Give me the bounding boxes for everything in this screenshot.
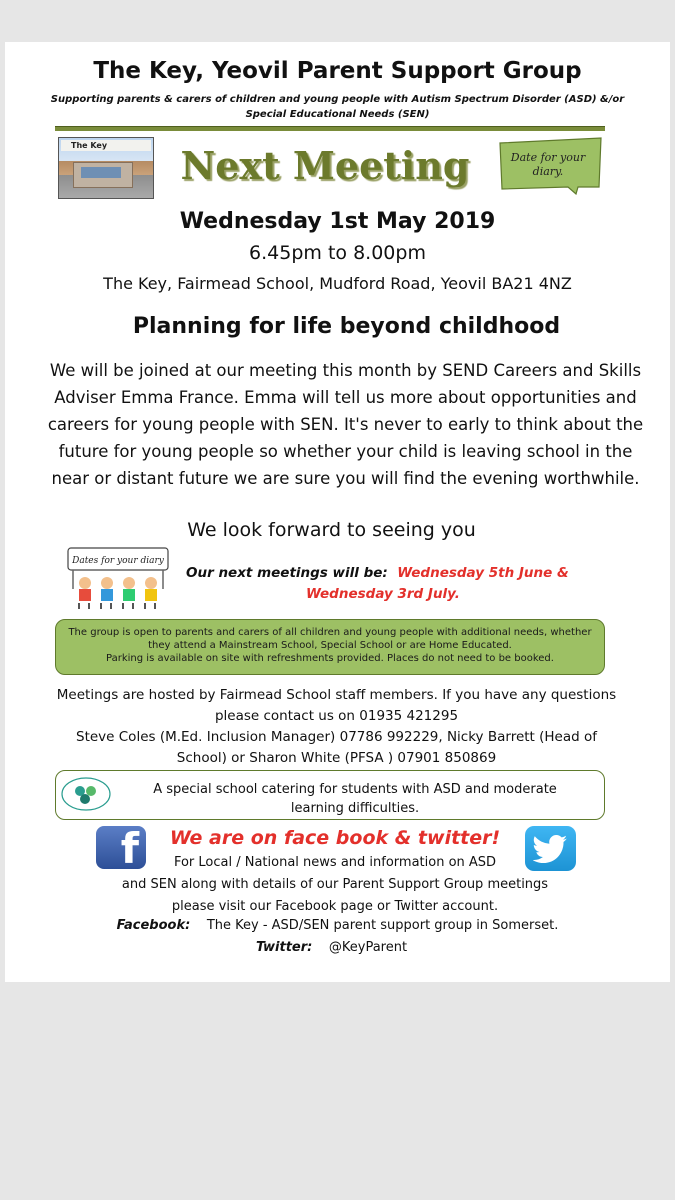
next-meetings-label: Our next meetings will be:: [186, 565, 388, 581]
contact-info: [45, 685, 628, 769]
school-box: [55, 770, 605, 820]
meeting-date: Wednesday 1st May 2019: [179, 209, 496, 234]
twitter-handle[interactable]: @KeyParent: [328, 940, 408, 955]
facebook-line: [5, 918, 670, 933]
social-info: [105, 852, 565, 918]
social-line-3: please visit our Facebook page or Twitter account.: [171, 899, 499, 914]
social-line-1: For Local / National news and information on ASD: [173, 855, 497, 870]
school-line-1: A special school catering for students with ASD and moderate: [153, 782, 557, 797]
contact-line-1: Meetings are hosted by Fairmead School staff members. If you have any questions: [56, 687, 617, 703]
info-line-2: they attend a Mainstream School, Special School or are Home Educated.: [148, 640, 512, 651]
photo-label: The Key: [61, 140, 151, 151]
school-logo: [60, 777, 112, 811]
diary-note-text: Date for your diary.: [510, 151, 586, 178]
closing-line: We look forward to seeing you: [187, 519, 476, 541]
meeting-venue: The Key, Fairmead School, Mudford Road, Yeovil BA21 4NZ: [103, 274, 572, 293]
contact-line-3: Steve Coles (M.Ed. Inclusion Manager) 07786 992229, Nicky Barrett (Head of: [76, 729, 597, 745]
social-heading: We are on face book & twitter!: [169, 827, 501, 849]
school-line-2: learning difficulties.: [290, 801, 420, 816]
twitter-label: Twitter:: [255, 940, 313, 955]
diary-note: [498, 137, 603, 195]
dates-for-diary-graphic: [65, 545, 171, 611]
group-title: The Key, Yeovil Parent Support Group: [93, 58, 582, 84]
info-box: [55, 619, 605, 675]
contact-line-4: School) or Sharon White (PFSA ) 07901 850869: [176, 750, 497, 766]
next-meeting-date-2: Wednesday 3rd July.: [306, 586, 460, 602]
info-line-3: Parking is available on site with refreshments provided. Places do not need to be booked.: [106, 653, 554, 664]
dates-graphic-label: Dates for your diary: [72, 556, 164, 566]
facebook-label: Facebook:: [116, 918, 191, 933]
building-photo: [58, 137, 154, 199]
flyer-page: [5, 42, 670, 982]
meeting-time: 6.45pm to 8.00pm: [249, 242, 426, 264]
topic-title: Planning for life beyond childhood: [132, 314, 561, 339]
school-description: [120, 780, 590, 818]
contact-line-2: please contact us on 01935 421295: [214, 708, 459, 724]
topic-body: We will be joined at our meeting this month by SEND Careers and Skills Adviser Emma France. Emma will tell us more about opportunities and careers for young people with SEN. It's never to early to think about the future for young people so whether your child is leaving school in the near or distant future we are sure you will find the evening worthwhile.: [47, 361, 644, 488]
next-meeting-date-1: Wednesday 5th June &: [397, 565, 569, 581]
social-line-2: and SEN along with details of our Parent Support Group meetings: [121, 877, 549, 892]
next-meeting-heading: Next Meeting: [180, 143, 470, 188]
next-meetings: [186, 563, 606, 605]
facebook-icon[interactable]: f: [96, 826, 146, 869]
twitter-line: [5, 940, 658, 955]
info-line-1: The group is open to parents and carers of all children and young people with additional needs, whether: [68, 627, 592, 638]
header-divider: [55, 126, 605, 131]
group-subtitle: Supporting parents & carers of children and young people with Autism Spectrum Disorder (ASD) &/or Special Educational Needs (SEN): [50, 94, 625, 120]
facebook-page-name[interactable]: The Key - ASD/SEN parent support group in Somerset.: [206, 918, 559, 933]
